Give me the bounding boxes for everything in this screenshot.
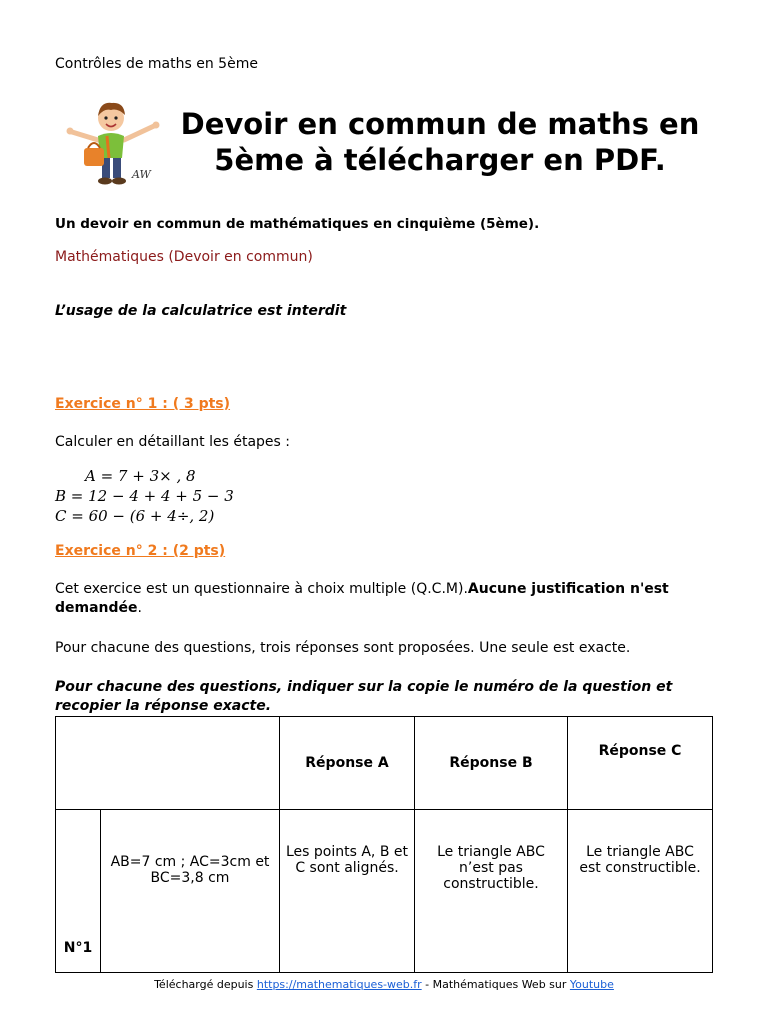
calculator-note: L’usage de la calculatrice est interdit [55,303,347,319]
question-number: N°1 [56,810,101,973]
formula-c: C = 60 − (6 + 4÷, 2) [55,507,215,525]
instruction-text: Pour chacune des questions, indiquer sur la copie le numéro de la question et recopier la réponse exacte. [55,679,673,714]
exercise1-formulas [55,466,234,526]
question-text: AB=7 cm ; AC=3cm et BC=3,8 cm [101,810,280,973]
qcm-table [55,716,713,973]
formula-b: B = 12 − 4 + 4 + 5 − 3 [55,487,234,505]
qcm-end: . [137,600,142,616]
qcm-bold: Aucune justification n'est demandée [55,581,669,616]
exercise2-title: Exercice n° 2 : (2 pts) [55,543,226,559]
table-header-a: Réponse A [280,717,415,810]
cartoon-boy-with-schoolbag-icon [62,96,162,192]
answer-c: Le triangle ABC est constructible. [568,810,713,973]
header-note: Contrôles de maths en 5ème [55,56,258,72]
exercise1-intro: Calculer en détaillant les étapes : [55,434,290,450]
category-link[interactable]: Mathématiques (Devoir en commun) [55,249,313,265]
footer-middle: - Mathématiques Web sur [421,978,570,991]
footer-youtube-link[interactable]: Youtube [569,978,614,991]
footer-prefix: Téléchargé depuis [154,978,257,991]
subtitle: Un devoir en commun de mathématiques en cinquième (5ème). [55,216,540,232]
each-question-text: Pour chacune des questions, trois réponses sont proposées. Une seule est exacte. [55,640,631,656]
svg-text:AW: AW [132,168,151,181]
answer-b: Le triangle ABC n’est pas constructible. [415,810,568,973]
page-title [180,106,700,178]
table-row [56,810,713,973]
formula-a: A = 7 + 3× , 8 [85,467,196,485]
table-header-b: Réponse B [415,717,568,810]
exercise1-title: Exercice n° 1 : ( 3 pts) [55,396,231,412]
qcm-text: Cet exercice est un questionnaire à choix multiple (Q.C.M). [55,581,468,597]
answer-a: Les points A, B et C sont alignés. [280,810,415,973]
table-header-c: Réponse C [568,717,713,810]
title-line-2: 5ème à télécharger en PDF. [214,143,666,177]
footer-site-link[interactable]: https://mathematiques-web.fr [256,978,422,991]
table-header-row [56,717,713,810]
qcm-paragraph [55,580,695,618]
title-line-1: Devoir en commun de maths en [180,107,700,141]
table-header-empty [56,717,280,810]
footer [0,978,768,991]
